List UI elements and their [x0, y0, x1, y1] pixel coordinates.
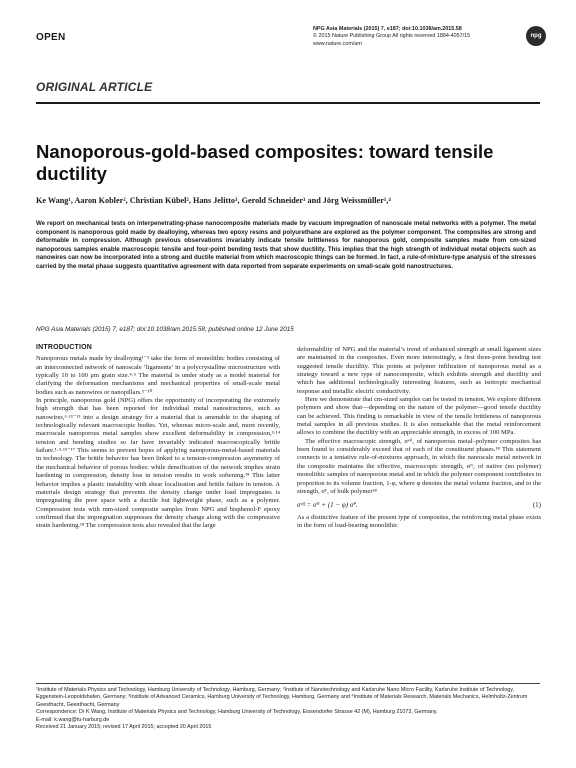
paragraph: As a distinctive feature of the present type of composites, the reinforcing metal phase exists in the form of load-bearing monolithic — [297, 513, 541, 529]
open-access-label: OPEN — [36, 32, 66, 43]
equation-number: (1) — [532, 501, 541, 510]
paragraph: In principle, nanoporous gold (NPG) offers the opportunity of incorporating the extremely high strength that has been reported for individual metal nanostructures, such as nanowires,⁶·¹¹⁻¹³ into a design strategy for a material that is amenable to the shaping of technologically relevant macroscopic bodies. Yet, whereas micro-scale and, more recently, macroscale nanoporous metal samples show excellent deformability in compression,³·¹⁴ tension and bending studies so far have invariably indicated macroscopically brittle failure.¹·³·¹⁵⁻¹⁷ This seems to prevent hopes of applying nanoporous-metal-based materials in technology. The brittle behavior has been linked to a tension-compression asymmetry of the mechanical behavior of porous bodies: while densification of the network implies strain hardening in compression, density loss in tension results in work softening.¹⁸ This latter behavior implies a plastic instability with shear localization and brittle failure in tension. A materials design strategy that prevents the density change under load impregnates is impregnating the pore space with a ductile but lightweight phase, such as a polymer. Compression tests with mm-sized composite samples from NPG and bisphenol-F epoxy confirmed that the impregnation suppresses the density change along with the compressive strain hardening.¹⁸ The compression tests also revealed that the large — [36, 397, 280, 530]
footer-divider — [36, 683, 540, 684]
correspondence: Correspondence: Dr K Wang, Institute of Materials Physics and Technology, Hamburg University of Technology, Eissendorfer Strasse 42 (M), Hamburg 21073, Germany. — [36, 709, 438, 716]
journal-url[interactable]: www.nature.com/am — [313, 40, 362, 47]
citation-line: NPG Asia Materials (2015) 7, e187; doi:10.1038/am.2015.58; published online 12 June 2015 — [36, 326, 294, 333]
article-title: Nanoporous-gold-based composites: toward tensile ductility — [36, 141, 494, 184]
affiliations: ¹Institute of Materials Physics and Technology, Hamburg University of Technology, Hamburg, Germany; ²Institute of Nanotechnology and Karlsruhe Nano Micro Facility, Karlsruhe Institute of Technology, Eggenstein-Leopoldshafen, Germany; ³Institute of Advanced Ceramics, Hamburg University of Technology, Hamburg, Germany and ⁴Institute of Materials Research, Materials Mechanics, Helmholtz-Zentrum Geesthacht, Geesthacht, Germany — [36, 687, 528, 708]
copyright-line: © 2015 Nature Publishing Group All rights reserved 1884-4057/15 — [313, 33, 471, 40]
equation-body: σᵉᶠᶠ = σᴺ + (1 − φ) σᴾ. — [297, 501, 358, 510]
equation-1 — [297, 501, 541, 509]
section-heading-introduction: INTRODUCTION — [36, 344, 93, 351]
npg-logo-icon: npg — [526, 26, 546, 46]
paragraph: Nanoporous metals made by dealloying¹⁻³ take the form of monolithic bodies consisting of an interconnected network of nanoscale ‘ligaments’ in a polycrystalline microstructure with typically 10 to 100 μm grain size.⁴·⁵ The material is under study as a model material for clarifying the deformation mechanisms and mechanical properties of small-scale metal bodies such as nanowires or nanopillars.⁵⁻¹⁰ — [36, 355, 280, 396]
abstract: We report on mechanical tests on interpenetrating-phase nanocomposite materials made by vacuum impregnation of nanoscale metal networks with a polymer. The metal component is nanoporous gold made by dealloying, whereas two epoxy resins and polyurethane are explored as the polymer component. The composites are strong and deformable in compression. Although previous observations invariably indicate tensile brittleness for nanoporous gold, composite samples made from cm-sized nanoporous samples enable macroscopic tensile and four-point bending tests that show ductility. This implies that the high strength of individual metal objects such as nanowires can now be incorporated into a strong and ductile material from which macroscopic things can be formed. In fact, a rule-of-mixture-type analysis of the stresses carried by the metal phase suggests quantitative agreement with data reported from separate experiments on small-scale gold nanostructures. — [36, 220, 536, 270]
paragraph: deformability of NPG and the material’s trend of enhanced strength at small ligament sizes are maintained in the composites. Even more interestingly, a first three-point bending test suggested tensile ductility. This points at polymer infiltration of nanoporous metal as a strategy toward a new type of nanocomposite, which exhibits strength and ductility and which has additional technologically interesting features, such as isotropic mechanical response and metallic electric conductivity. — [297, 346, 541, 395]
article-type: ORIGINAL ARTICLE — [36, 80, 153, 94]
footer — [36, 687, 540, 731]
header-divider — [36, 102, 540, 104]
email-link[interactable]: E-mail: k.wang@tu-harburg.de — [36, 716, 110, 723]
body-column-right — [297, 346, 541, 530]
journal-info — [313, 26, 527, 48]
paragraph: The effective macroscopic strength, σᵉᶠᶠ, of nanoporous metal–polymer composites has been found to considerably exceed that of each of the constituent phases.¹⁸ This statement connects to a tentative rule-of-mixtures approach, in which the nanoscale metal network in the composite maintains the effective, macroscopic strength, σᴺ, of native (no polymer) monolithic samples of nanoporous metal and in which the polymer component contributes in proportion to its volume fraction, 1-φ, where φ denotes the metal volume fraction, and to the strength, σᴾ, of bulk polymer¹⁸ — [297, 437, 541, 495]
journal-citation: NPG Asia Materials (2015) 7, e187; doi:10.1038/am.2015.58 — [313, 26, 462, 32]
paragraph: Here we demonstrate that cm-sized samples can be tested in tension. We explore different polymers and show that—depending on the nature of the polymer—good tensile ductility can be achieved. This finding is remarkable in view of the tensile brittleness of nanoporous metal samples in all previous studies. It is also remarkable that the metal reinforcement allows to combine the ductility with an appreciable strength, in excess of 100 MPa. — [297, 396, 541, 437]
received-dates: Received 21 January 2015; revised 17 April 2015; accepted 20 April 2015 — [36, 724, 212, 731]
author-list: Ke Wang¹, Aaron Kobler², Christian Kübel², Hans Jelitto³, Gerold Schneider³ and Jörg Weissmüller¹,⁴ — [36, 196, 391, 205]
body-column-left — [36, 344, 280, 531]
